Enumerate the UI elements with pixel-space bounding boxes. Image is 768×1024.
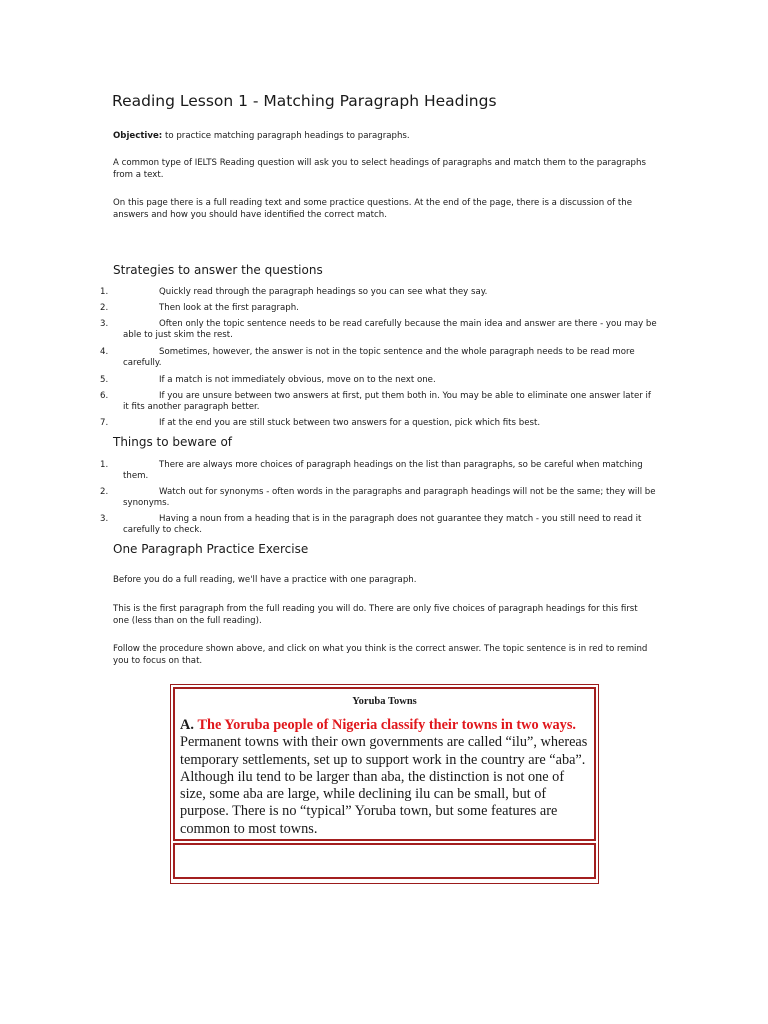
list-item: 2. Then look at the first paragraph. bbox=[100, 303, 299, 313]
page-title: Reading Lesson 1 - Matching Paragraph Headings bbox=[112, 92, 497, 110]
beware-heading: Things to beware of bbox=[113, 435, 233, 449]
objective-line bbox=[113, 131, 653, 143]
reading-passage-box bbox=[170, 684, 599, 884]
strategies-heading: Strategies to answer the questions bbox=[113, 263, 323, 277]
list-item: 3. Having a noun from a heading that is in the paragraph does not guarantee they match - you still need to read it carefully to check. bbox=[100, 514, 642, 535]
answer-cell[interactable] bbox=[173, 843, 596, 879]
passage-paragraph bbox=[180, 717, 589, 838]
intro-paragraph-2: On this page there is a full reading text and some practice questions. At the end of the page, there is a discussion of the answers and how you should have identified the correct match. bbox=[113, 198, 633, 220]
objective-text: to practice matching paragraph headings to paragraphs. bbox=[162, 131, 410, 141]
beware-list bbox=[0, 460, 768, 541]
list-item: 6. If you are unsure between two answers at first, put them both in. You may be able to eliminate one answer later if it fits another paragraph better. bbox=[100, 391, 651, 412]
list-item: 4. Sometimes, however, the answer is not in the topic sentence and the whole paragraph needs to be read more carefully. bbox=[100, 347, 635, 368]
topic-sentence: The Yoruba people of Nigeria classify their towns in two ways. bbox=[197, 717, 576, 733]
list-item: 3. Often only the topic sentence needs to be read carefully because the main idea and answer are there - you may be able to just skim the rest. bbox=[100, 319, 657, 340]
paragraph-body: Permanent towns with their own governments are called “ilu”, whereas temporary settlements, set up to support work in the country are “aba”. Although ilu tend to be larger than aba, the distinction is not one of size, some aba are large, while declining ilu can be small, but of purpose. There is no “typical” Yoruba town, but some features are common to most towns. bbox=[180, 734, 588, 837]
passage-cell bbox=[173, 687, 596, 841]
list-item: 7. If at the end you are still stuck between two answers for a question, pick which fits best. bbox=[100, 418, 541, 428]
objective-label: Objective: bbox=[113, 131, 163, 141]
list-item: 1. There are always more choices of paragraph headings on the list than paragraphs, so be careful when matching them. bbox=[100, 460, 643, 481]
list-item: 5. If a match is not immediately obvious, move on to the next one. bbox=[100, 375, 436, 385]
practice-paragraph-3: Follow the procedure shown above, and click on what you think is the correct answer. The topic sentence is in red to remind you to focus on that. bbox=[113, 644, 648, 666]
list-item: 1. Quickly read through the paragraph headings so you can see what they say. bbox=[100, 287, 488, 297]
practice-heading: One Paragraph Practice Exercise bbox=[113, 542, 309, 556]
passage-title: Yoruba Towns bbox=[352, 696, 417, 707]
practice-paragraph-2: This is the first paragraph from the full reading you will do. There are only five choices of paragraph headings for this first one (less than on the full reading). bbox=[113, 604, 638, 626]
practice-paragraph-1: Before you do a full reading, we'll have a practice with one paragraph. bbox=[113, 575, 417, 585]
paragraph-letter: A. bbox=[180, 717, 194, 733]
intro-paragraph-1: A common type of IELTS Reading question will ask you to select headings of paragraphs and match them to the paragraphs from a text. bbox=[113, 158, 646, 180]
list-item: 2. Watch out for synonyms - often words in the paragraphs and paragraph headings will not be the same; they will be synonyms. bbox=[100, 487, 656, 508]
strategies-list bbox=[0, 287, 768, 434]
